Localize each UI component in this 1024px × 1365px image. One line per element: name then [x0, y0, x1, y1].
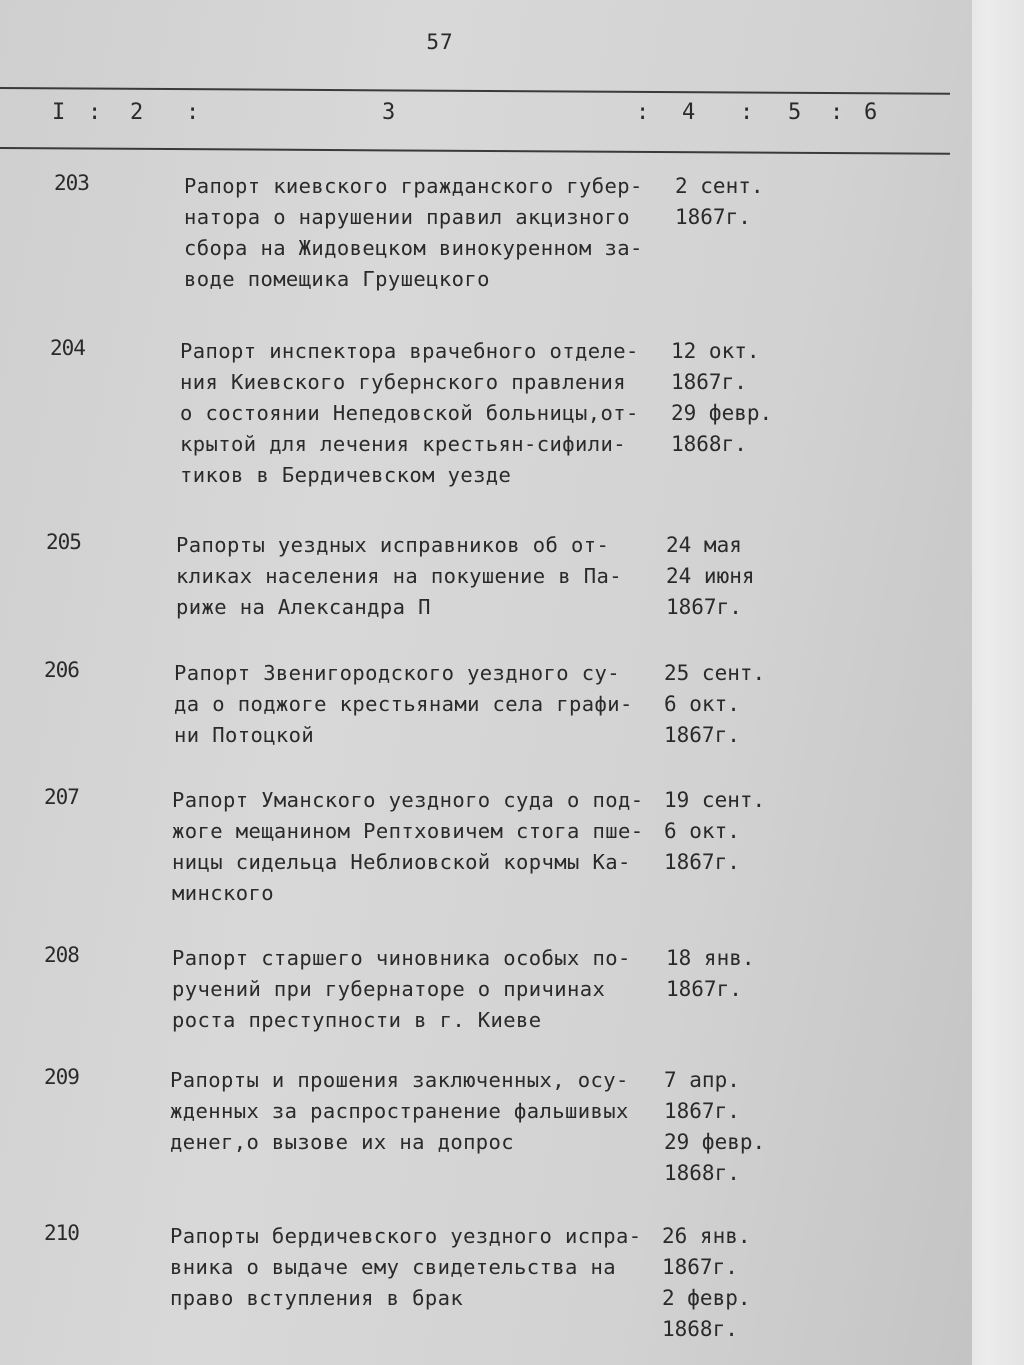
entry-text-line: Рапорт инспектора врачебного отделе- [180, 339, 639, 363]
entry-date: 25 сент. [664, 661, 766, 685]
entry-number: 205 [46, 530, 81, 554]
column-header-sep: : [88, 100, 102, 125]
entry-date: 7 апр. [664, 1068, 740, 1092]
entry-text-line: минского [172, 881, 274, 905]
column-header-sep: : [636, 100, 650, 125]
entry-number: 208 [44, 943, 79, 967]
entry-text-line: ни Потоцкой [174, 723, 315, 747]
entry-date: 1867г. [675, 205, 751, 229]
entry-date: 1868г. [671, 432, 747, 456]
entry-date: 1868г. [662, 1317, 738, 1341]
entry-text-line: вника о выдаче ему свидетельства на [170, 1255, 616, 1279]
entry-date: 1867г. [664, 850, 740, 874]
entry-text-line: кликах населения на покушение в Па- [176, 564, 622, 588]
entry-text-line: роста преступности в г. Киеве [172, 1008, 542, 1032]
entry-date: 19 сент. [664, 788, 766, 812]
entry-date: 18 янв. [666, 946, 755, 970]
entry-date: 2 сент. [675, 174, 764, 198]
entry-date: 26 янв. [662, 1224, 751, 1248]
column-header-3: 3 [382, 100, 396, 125]
entry-text-line: о состоянии Непедовской больницы,от- [180, 401, 639, 425]
entry-number: 206 [44, 658, 79, 682]
entry-text-line: жоге мещанином Рептховичем стога пше- [172, 819, 644, 843]
column-header-sep: : [740, 100, 754, 125]
entry-text-line: воде помещика Грушецкого [184, 267, 490, 291]
entry-date: 1867г. [664, 1099, 740, 1123]
entry-date: 29 февр. [671, 401, 773, 425]
column-header-1: I [52, 100, 66, 125]
entry-text-line: денег,о вызове их на допрос [170, 1130, 515, 1154]
entry-text-line: право вступления в брак [170, 1286, 464, 1310]
entry-number: 203 [54, 171, 89, 195]
entry-number: 204 [50, 336, 85, 360]
entry-text-line: жденных за распространение фальшивых [170, 1099, 629, 1123]
entry-number: 207 [44, 785, 79, 809]
entry-date: 24 июня [666, 564, 755, 588]
entry-text-line: ния Киевского губернского правления [180, 370, 626, 394]
entry-date: 12 окт. [671, 339, 760, 363]
entry-text-line: Рапорт Уманского уездного суда о под- [172, 788, 644, 812]
entry-text-line: натора о нарушении правил акцизного [184, 205, 630, 229]
entry-text-line: Рапорты уездных исправников об от- [176, 533, 610, 557]
entry-text-line: Рапорт киевского гражданского губер- [184, 174, 643, 198]
column-header-4: 4 [682, 100, 696, 125]
entry-date: 24 мая [666, 533, 742, 557]
entry-date: 1867г. [666, 977, 742, 1001]
entry-date: 1867г. [662, 1255, 738, 1279]
page-number: 57 [426, 30, 454, 54]
entry-date: 1867г. [664, 723, 740, 747]
entry-text-line: Рапорты бердичевского уездного испра- [170, 1224, 642, 1248]
entry-date: 6 окт. [664, 692, 740, 716]
entry-date: 2 февр. [662, 1286, 751, 1310]
column-header-6: 6 [864, 100, 878, 125]
entry-number: 210 [44, 1221, 79, 1245]
entry-text-line: ручений при губернаторе о причинах [172, 977, 606, 1001]
entry-text-line: риже на Александра П [176, 595, 431, 619]
entry-text-line: тиков в Бердичевском уезде [180, 463, 512, 487]
entry-date: 6 окт. [664, 819, 740, 843]
header-rule-top [0, 87, 950, 95]
entry-text-line: да о поджоге крестьянами села графи- [174, 692, 633, 716]
header-rule-bottom [0, 147, 950, 155]
entry-number: 209 [44, 1065, 79, 1089]
entry-date: 1867г. [671, 370, 747, 394]
entry-text-line: ницы сидельца Неблиовской корчмы Ка- [172, 850, 631, 874]
entry-date: 29 февр. [664, 1130, 766, 1154]
entry-text-line: Рапорт Звенигородского уездного су- [174, 661, 620, 685]
entry-date: 1868г. [664, 1161, 740, 1185]
entry-text-line: сбора на Жидовецком винокуренном за- [184, 236, 643, 260]
column-header-sep: : [830, 100, 844, 125]
entry-text-line: Рапорт старшего чиновника особых по- [172, 946, 631, 970]
column-header-2: 2 [130, 100, 144, 125]
column-header-sep: : [186, 100, 200, 125]
entry-text-line: крытой для лечения крестьян-сифили- [180, 432, 626, 456]
entry-text-line: Рапорты и прошения заключенных, осу- [170, 1068, 629, 1092]
entry-date: 1867г. [666, 595, 742, 619]
column-header-5: 5 [788, 100, 802, 125]
